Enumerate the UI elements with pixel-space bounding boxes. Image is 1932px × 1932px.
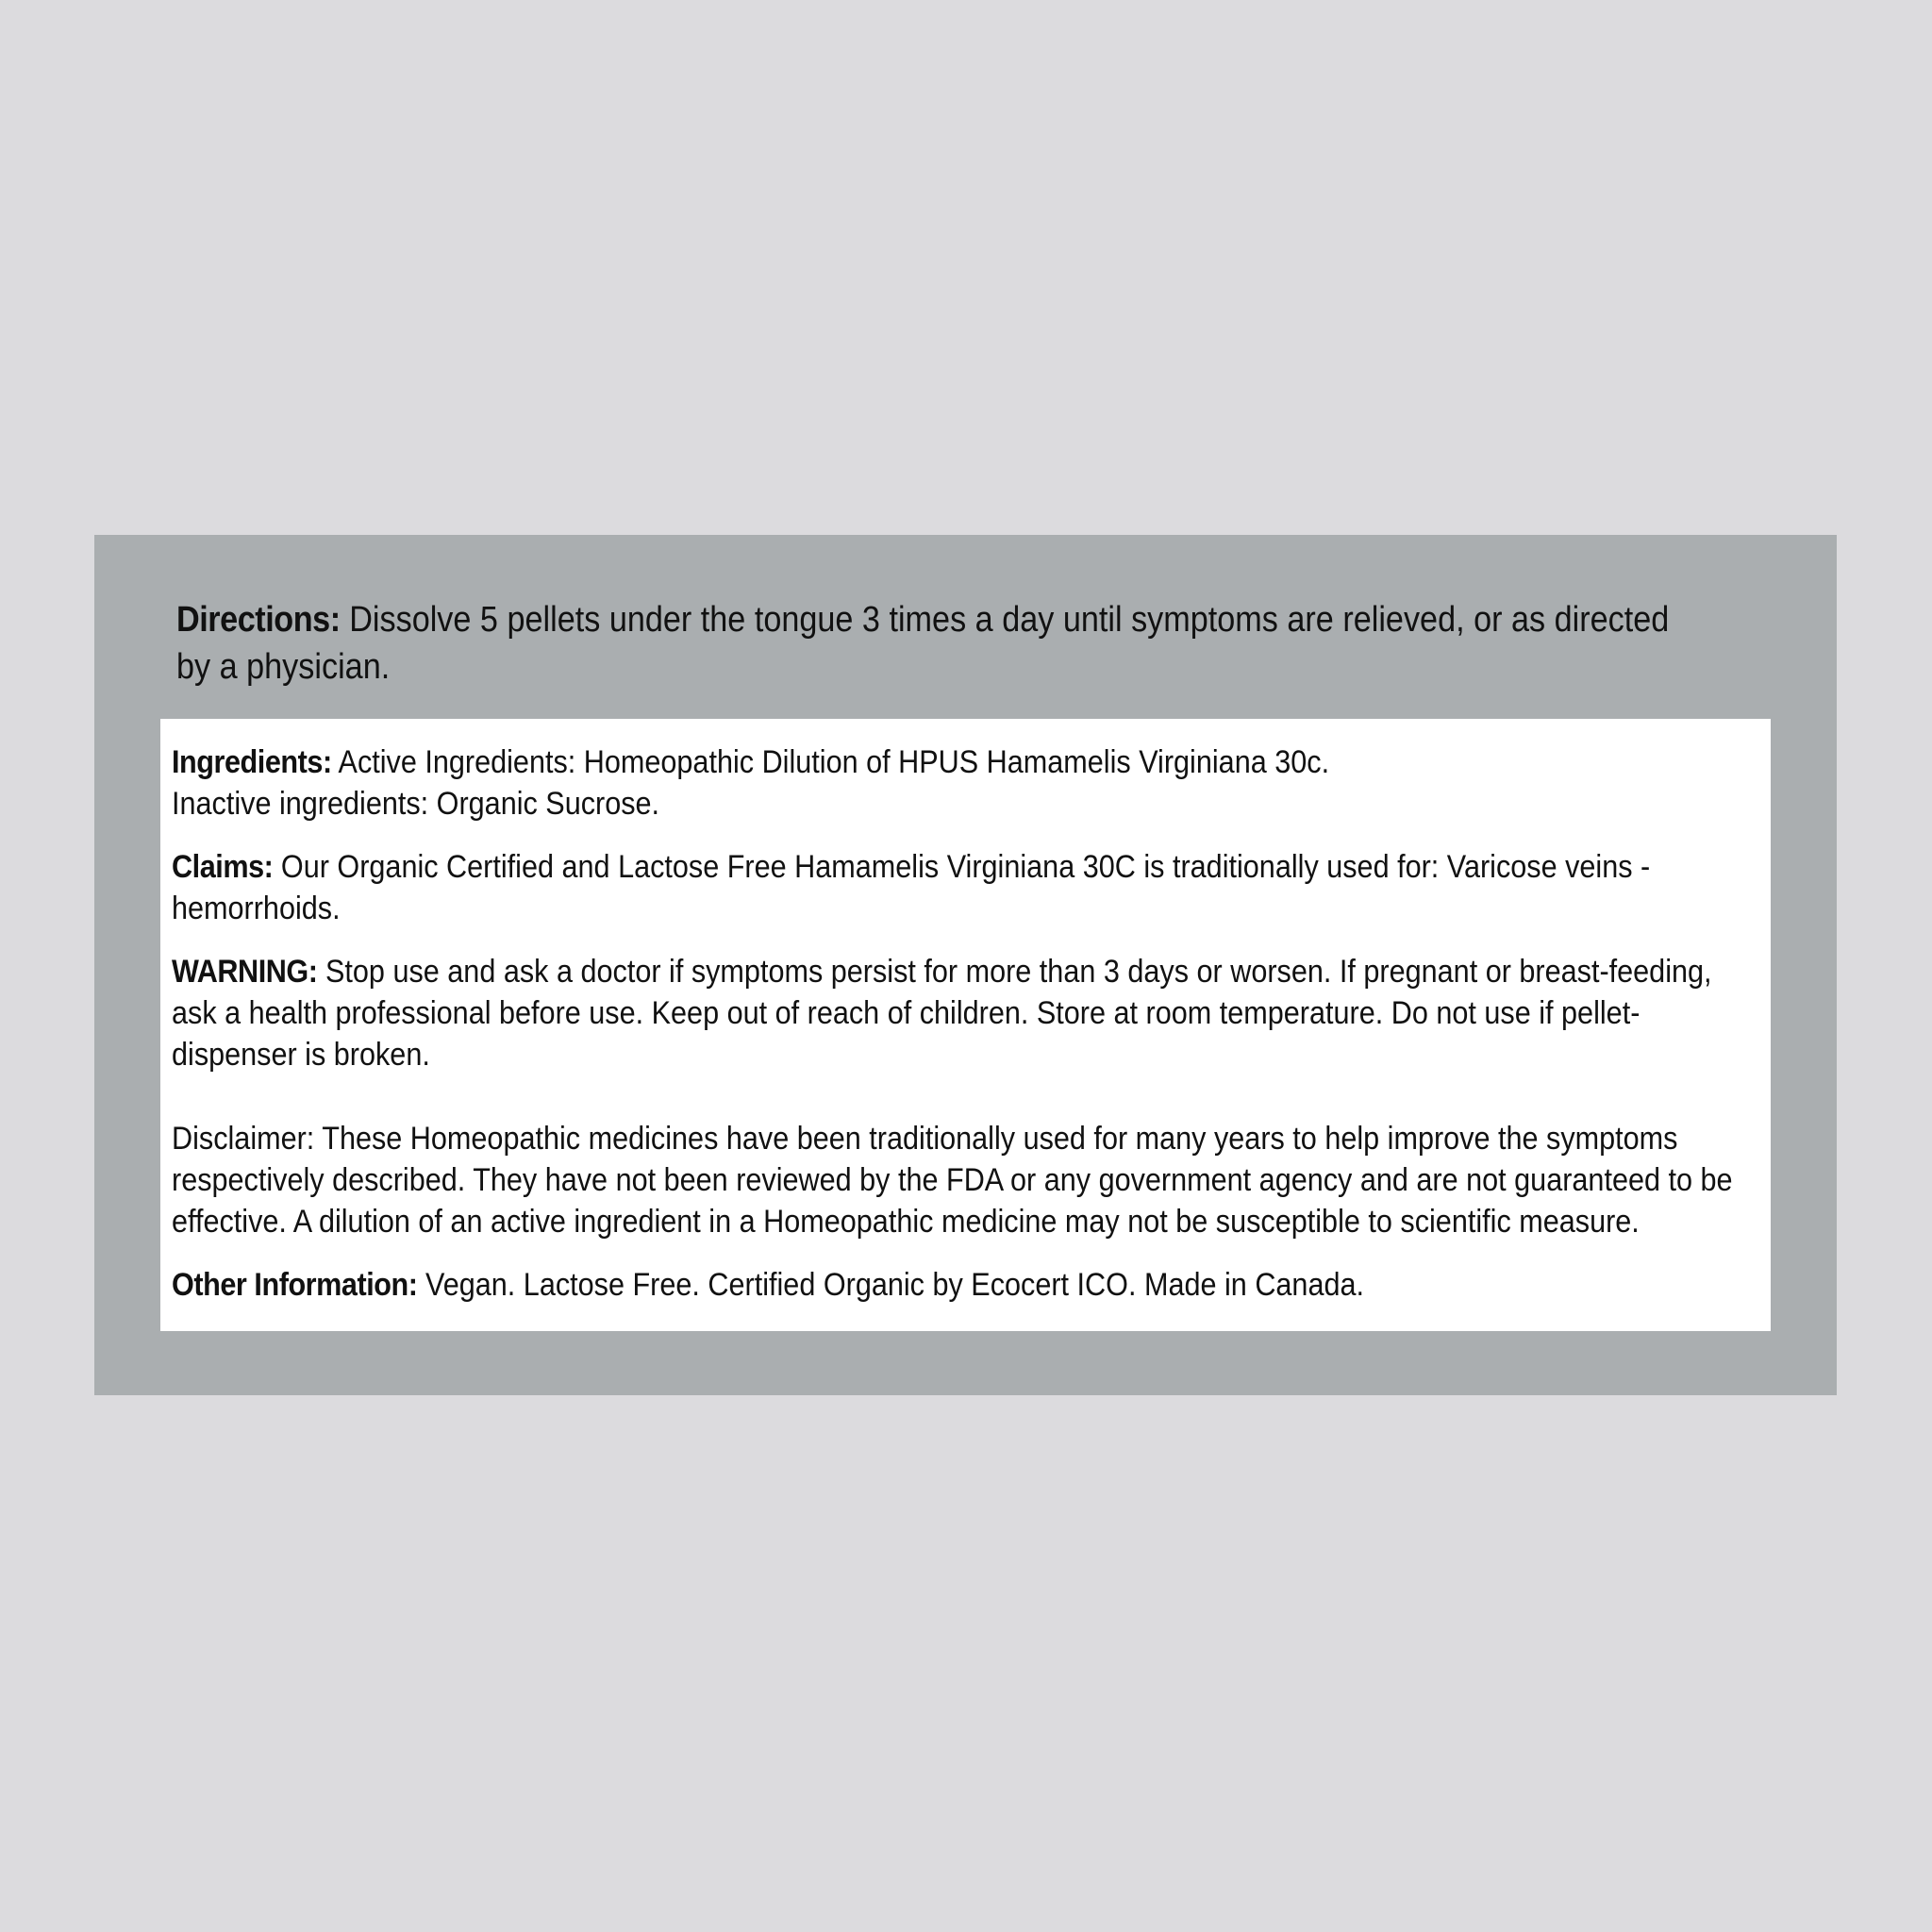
directions-line-1 [176,596,1756,643]
directions-text-2: by a physician. [176,647,391,687]
directions-label: Directions: [176,600,341,640]
claims-section [172,846,1870,929]
ingredients-inactive: Inactive ingredients: Organic Sucrose. [172,786,660,822]
other-information-section [172,1264,1870,1306]
ingredients-active: Active Ingredients: Homeopathic Dilution of HPUS Hamamelis Virginiana 30c. [338,744,1330,780]
warning-text-3: dispenser is broken. [172,1037,430,1073]
warning-label: WARNING: [172,954,318,990]
warning-text-2: ask a health professional before use. Keep out of reach of children. Store at room temperature. Do not use if pellet- [172,995,1641,1031]
product-label-panel [94,535,1837,1395]
warning-section [172,951,1870,1075]
info-box [160,719,1771,1331]
disclaimer-section [172,1118,1870,1242]
warning-text-1: Stop use and ask a doctor if symptoms persist for more than 3 days or worsen. If pregnant or breast-feeding, [325,954,1712,990]
other-information-label: Other Information: [172,1267,418,1303]
directions-text-1: Dissolve 5 pellets under the tongue 3 times a day until symptoms are relieved, or as directed [349,600,1670,640]
ingredients-section [172,741,1870,824]
disclaimer-text-1: Disclaimer: These Homeopathic medicines have been traditionally used for many years to help improve the symptoms [172,1121,1678,1157]
ingredients-label: Ingredients: [172,744,332,780]
claims-text-1: Our Organic Certified and Lactose Free Hamamelis Virginiana 30C is traditionally used for: Varicose veins - [280,849,1651,885]
claims-text-2: hemorrhoids. [172,891,341,926]
directions-section [176,596,1756,691]
other-information-text: Vegan. Lactose Free. Certified Organic by Ecocert ICO. Made in Canada. [425,1267,1365,1303]
info-content [172,741,1870,1327]
disclaimer-text-3: effective. A dilution of an active ingredient in a Homeopathic medicine may not be susceptible to scientific measure. [172,1204,1640,1240]
disclaimer-text-2: respectively described. They have not been reviewed by the FDA or any government agency and are not guaranteed to be [172,1162,1733,1198]
claims-label: Claims: [172,849,274,885]
